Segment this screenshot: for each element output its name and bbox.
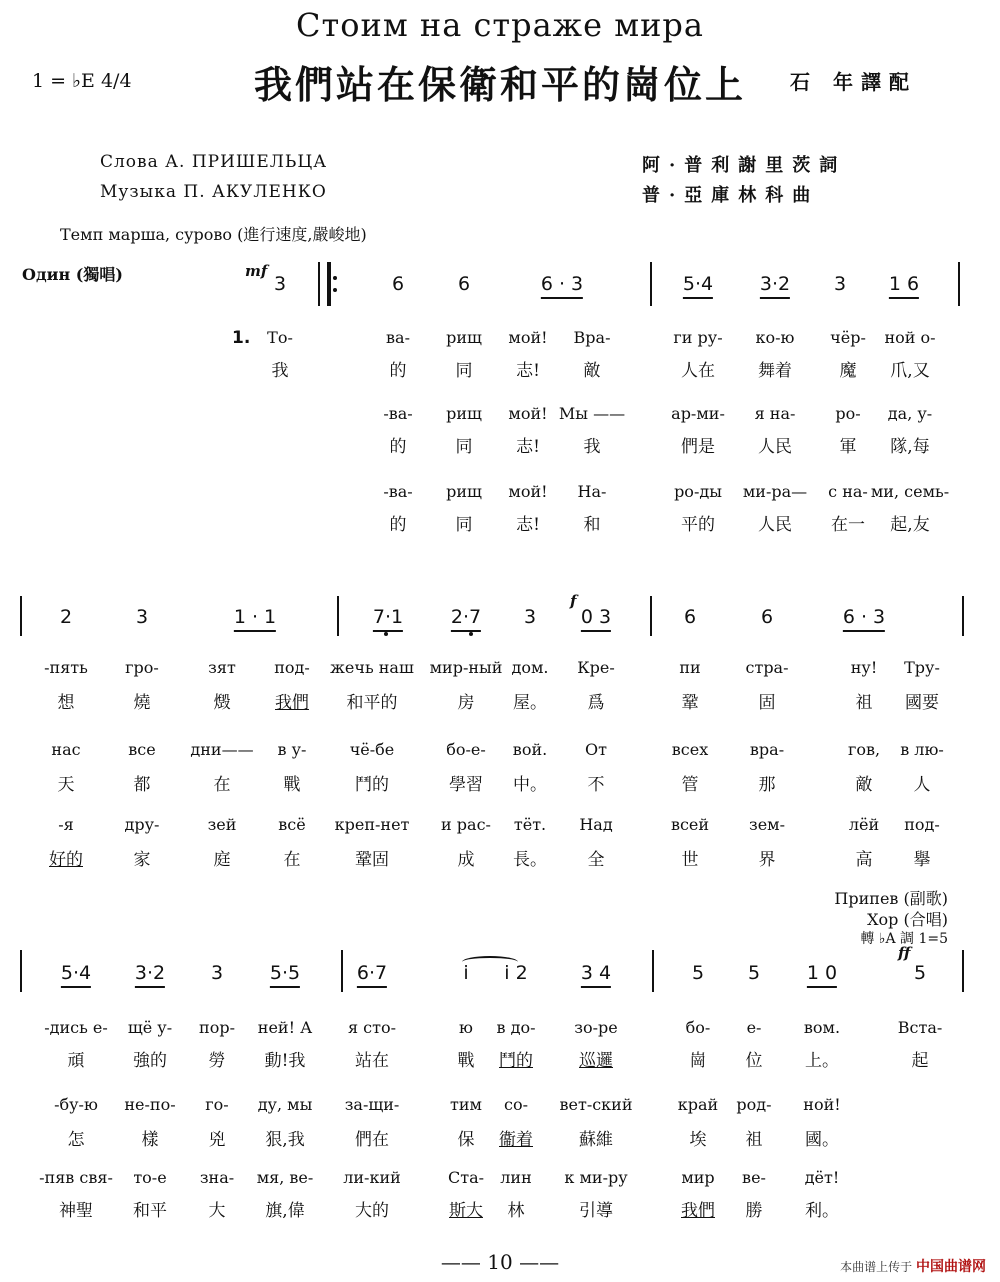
lyric-russian: и рас- xyxy=(441,815,491,834)
lyric-russian: ро-ды xyxy=(674,482,722,501)
lyric-chinese: 隊,每 xyxy=(890,437,930,457)
note: 2 xyxy=(59,606,73,628)
lyric-russian: с на- xyxy=(828,482,868,501)
lyric-chinese: 想 xyxy=(57,693,75,713)
lyric-russian: дни—— xyxy=(190,740,254,759)
dynamic-ff: ff xyxy=(898,944,911,962)
lyric-russian: ги ру- xyxy=(673,328,723,347)
note: 5 xyxy=(913,962,927,984)
lyric-russian: пор- xyxy=(199,1018,235,1037)
lyric-russian: вет-ский xyxy=(559,1095,633,1114)
note: 3 xyxy=(523,606,537,628)
note: 2·7 xyxy=(450,606,482,628)
note: 3 4 xyxy=(580,962,612,984)
composer-chinese: 普·亞庫林科曲 xyxy=(642,185,820,206)
barline xyxy=(962,950,964,992)
lyric-russian: Тру- xyxy=(904,658,940,677)
lyric-chinese: 志! xyxy=(516,361,540,381)
note: 5 xyxy=(691,962,705,984)
lyric-russian: креп-нет xyxy=(334,815,410,834)
note: 1 · 1 xyxy=(233,606,277,628)
lyric-russian: зят xyxy=(208,658,236,677)
lyric-chinese: 庭 xyxy=(213,850,231,870)
lyric-russian: рищ xyxy=(446,482,482,501)
lyric-russian: все xyxy=(128,740,156,759)
lyric-chinese: 那 xyxy=(758,775,776,795)
lyric-chinese: 世 xyxy=(681,850,699,870)
note: 6 xyxy=(457,273,471,295)
lyric-chinese: 樣 xyxy=(141,1130,159,1150)
lyric-russian: е- xyxy=(746,1018,762,1037)
barline xyxy=(341,950,343,992)
lyric-chinese: 祖 xyxy=(745,1130,763,1150)
lyric-chinese: 勞 xyxy=(208,1051,226,1071)
lyric-russian: ной о- xyxy=(884,328,936,347)
lyric-chinese: 動!我 xyxy=(264,1051,306,1071)
lyric-chinese: 的 xyxy=(389,515,407,535)
lyric-chinese: 在一 xyxy=(831,515,865,535)
lyric-chinese: 固 xyxy=(758,693,776,713)
note: 6 xyxy=(391,273,405,295)
lyric-russian: я сто- xyxy=(347,1018,397,1037)
barline xyxy=(650,262,652,306)
lyric-chinese: 國。 xyxy=(805,1130,839,1150)
lower-octave-dot xyxy=(469,632,473,636)
lyric-russian: Ста- xyxy=(447,1168,485,1187)
lyric-chinese: 衞着 xyxy=(499,1130,533,1150)
lyric-russian: я на- xyxy=(754,404,796,423)
lyric-chinese: 人民 xyxy=(758,515,792,535)
lyric-russian: Над xyxy=(579,815,613,834)
lyric-chinese: 利。 xyxy=(805,1201,839,1221)
lyric-russian: гов, xyxy=(847,740,881,759)
lyric-chinese: 同 xyxy=(455,515,473,535)
lyric-chinese: 中。 xyxy=(513,775,547,795)
lyric-russian: всё xyxy=(278,815,306,834)
note: 3·2 xyxy=(134,962,166,984)
lyric-russian: край xyxy=(677,1095,719,1114)
lyric-chinese: 上。 xyxy=(805,1051,839,1071)
lyric-russian: зо-ре xyxy=(574,1018,618,1037)
lyric-russian: ю xyxy=(459,1018,473,1037)
note: 5 xyxy=(747,962,761,984)
barline xyxy=(20,596,22,636)
lyric-russian: да, у- xyxy=(887,404,933,423)
lyric-chinese: 我們 xyxy=(275,693,309,713)
lyric-chinese: 怎 xyxy=(67,1130,85,1150)
lyric-chinese: 站在 xyxy=(355,1051,389,1071)
lyric-russian: род- xyxy=(736,1095,772,1114)
lyric-chinese: 的 xyxy=(389,361,407,381)
lower-octave-dot xyxy=(384,632,388,636)
lyric-russian: к ми-ру xyxy=(564,1168,628,1187)
lyric-russian: ро- xyxy=(835,404,861,423)
lyric-russian: -пяв свя- xyxy=(39,1168,113,1187)
lyric-chinese: 鞏固 xyxy=(355,850,389,870)
lyric-russian: -ва- xyxy=(383,482,413,501)
lyric-chinese: 埃 xyxy=(689,1130,707,1150)
lyric-chinese: 和 xyxy=(583,515,601,535)
lyric-chinese: 旗,偉 xyxy=(265,1201,305,1221)
lyric-chinese: 好的 xyxy=(49,850,83,870)
title-russian: Стоим на страже мира xyxy=(296,6,704,44)
solo-label: Один (獨唱) xyxy=(22,265,123,284)
lyric-chinese: 學習 xyxy=(449,775,483,795)
lyric-chinese: 戰 xyxy=(283,775,301,795)
lyric-chinese: 大 xyxy=(208,1201,226,1221)
dynamic-f: f xyxy=(570,592,577,610)
lyric-russian: -бу-ю xyxy=(54,1095,98,1114)
lyricist-russian: Слова А. ПРИШЕЛЬЦА xyxy=(100,152,328,172)
lyric-chinese: 我 xyxy=(271,361,289,381)
lyric-chinese: 燬 xyxy=(213,693,231,713)
lyric-chinese: 志! xyxy=(516,515,540,535)
lyric-chinese: 巡邏 xyxy=(579,1051,613,1071)
lyric-russian: мой! xyxy=(508,482,548,501)
lyric-chinese: 平的 xyxy=(681,515,715,535)
lyric-russian: ве- xyxy=(742,1168,766,1187)
lyric-russian: лин xyxy=(500,1168,532,1187)
note: i 2 xyxy=(504,962,528,984)
lyric-chinese: 和平 xyxy=(133,1201,167,1221)
lyric-russian: ва- xyxy=(386,328,410,347)
lyric-russian: всех xyxy=(671,740,709,759)
lyric-chinese: 我們 xyxy=(681,1201,715,1221)
lyric-russian: в лю- xyxy=(900,740,944,759)
lyric-russian: рищ xyxy=(446,328,482,347)
lyric-russian: за-щи- xyxy=(344,1095,400,1114)
page-number: —— 10 —— xyxy=(440,1250,560,1274)
lyric-russian: зна- xyxy=(199,1168,235,1187)
composer-russian: Музыка П. АКУЛЕНКО xyxy=(100,182,327,202)
lyric-chinese: 在 xyxy=(213,775,231,795)
lyric-russian: го- xyxy=(205,1095,229,1114)
lyric-russian: всей xyxy=(670,815,710,834)
lyric-chinese: 敵 xyxy=(583,361,601,381)
lyric-russian: то-е xyxy=(133,1168,167,1187)
lyric-chinese: 保 xyxy=(457,1130,475,1150)
lyric-russian: со- xyxy=(504,1095,528,1114)
lyric-chinese: 強的 xyxy=(133,1051,167,1071)
repeat-start-barline xyxy=(318,262,331,306)
dynamic-mf: mf xyxy=(245,262,268,280)
lyric-russian: мир-ный xyxy=(429,658,503,677)
lyric-russian: зей xyxy=(207,815,237,834)
lyric-chinese: 國要 xyxy=(905,693,939,713)
lyric-chinese: 戰 xyxy=(457,1051,475,1071)
lyric-chinese: 頑 xyxy=(67,1051,85,1071)
lyric-russian: пи xyxy=(679,658,701,677)
lyric-chinese: 們是 xyxy=(681,437,715,457)
lyric-chinese: 崗 xyxy=(689,1051,707,1071)
note: 1 0 xyxy=(806,962,838,984)
lyric-chinese: 爪,又 xyxy=(890,361,930,381)
lyric-chinese: 大的 xyxy=(355,1201,389,1221)
repeat-dot xyxy=(333,276,337,280)
note: 3·2 xyxy=(759,273,791,295)
lyric-chinese: 和平的 xyxy=(346,693,398,713)
lyric-chinese: 高 xyxy=(855,850,873,870)
note: 3 xyxy=(273,273,287,295)
barline xyxy=(962,596,964,636)
lyric-russian: чё-бе xyxy=(349,740,395,759)
lyric-russian: Мы —— xyxy=(558,404,626,423)
barline xyxy=(958,262,960,306)
lyric-russian: вом. xyxy=(803,1018,841,1037)
lyric-chinese: 家 xyxy=(133,850,151,870)
lyric-chinese: 引導 xyxy=(579,1201,613,1221)
lyric-chinese: 軍 xyxy=(839,437,857,457)
lyric-chinese: 長。 xyxy=(513,850,547,870)
lyric-russian: мой! xyxy=(508,328,548,347)
lyric-chinese: 我 xyxy=(583,437,601,457)
lyric-russian: ду, мы xyxy=(257,1095,313,1114)
watermark xyxy=(840,1256,986,1276)
lyric-chinese: 兇 xyxy=(208,1130,226,1150)
lyric-chinese: 敵 xyxy=(855,775,873,795)
lyric-chinese: 同 xyxy=(455,361,473,381)
title-chinese: 我們站在保衛和平的崗位上 xyxy=(253,62,746,107)
lyric-chinese: 狠,我 xyxy=(265,1130,305,1150)
lyric-chinese: 蘇維 xyxy=(579,1130,613,1150)
note: 6·7 xyxy=(356,962,388,984)
watermark-text: 本曲谱上传于 xyxy=(840,1260,913,1274)
lyric-russian: Кре- xyxy=(577,658,615,677)
lyric-chinese: 屋。 xyxy=(513,693,547,713)
note: 3 xyxy=(135,606,149,628)
note: 6 xyxy=(683,606,697,628)
lyric-russian: мир xyxy=(681,1168,715,1187)
lyric-russian: нас xyxy=(51,740,81,759)
lyric-russian: -ва- xyxy=(383,404,413,423)
lyric-russian: тим xyxy=(450,1095,482,1114)
lyric-chinese: 的 xyxy=(389,437,407,457)
note: 3 xyxy=(833,273,847,295)
barline xyxy=(650,596,652,636)
note: 6 · 3 xyxy=(540,273,584,295)
lyric-russian: рищ xyxy=(446,404,482,423)
lyric-chinese: 鬥的 xyxy=(499,1051,533,1071)
lyric-chinese: 位 xyxy=(745,1051,763,1071)
watermark-brand: 中国曲谱网 xyxy=(916,1259,986,1275)
note: 6 xyxy=(760,606,774,628)
lyric-russian: чёр- xyxy=(830,328,866,347)
lyric-russian: лёй xyxy=(848,815,880,834)
note: 6 · 3 xyxy=(842,606,886,628)
lyric-chinese: 林 xyxy=(507,1201,525,1221)
key-change-label: 轉 ♭A 調 1=5 xyxy=(860,931,948,947)
lyric-chinese: 燒 xyxy=(133,693,151,713)
lyric-russian: мой! xyxy=(508,404,548,423)
lyric-russian: дом. xyxy=(511,658,549,677)
lyric-chinese: 人在 xyxy=(681,361,715,381)
barline xyxy=(337,596,339,636)
lyric-russian: в у- xyxy=(277,740,307,759)
lyric-chinese: 志! xyxy=(516,437,540,457)
chorus-label: Припев (副歌) xyxy=(834,889,948,908)
lyric-chinese: 鞏 xyxy=(681,693,699,713)
lyric-chinese: 都 xyxy=(133,775,151,795)
lyric-chinese: 界 xyxy=(758,850,776,870)
lyric-russian: Вра- xyxy=(573,328,611,347)
translator-credit: 石 年譯配 xyxy=(790,70,917,94)
repeat-dot xyxy=(333,288,337,292)
lyric-russian: От xyxy=(585,740,607,759)
note: 3 xyxy=(210,962,224,984)
lyric-chinese: 祖 xyxy=(855,693,873,713)
lyric-russian: ми-ра— xyxy=(742,482,808,501)
lyric-chinese: 成 xyxy=(457,850,475,870)
lyric-russian: гро- xyxy=(125,658,159,677)
lyric-russian: тёт. xyxy=(513,815,547,834)
lyric-russian: вра- xyxy=(749,740,785,759)
key-signature: 1 = ♭E 4/4 xyxy=(32,70,132,92)
barline xyxy=(20,950,22,992)
lyric-chinese: 同 xyxy=(455,437,473,457)
lyric-russian: ар-ми- xyxy=(671,404,725,423)
lyric-russian: мя, ве- xyxy=(256,1168,314,1187)
lyric-russian: Вста- xyxy=(897,1018,943,1037)
lyric-chinese: 房 xyxy=(457,693,475,713)
tempo-marking: Темп марша, сурово (進行速度,嚴峻地) xyxy=(60,225,367,244)
lyric-chinese: 爲 xyxy=(587,693,605,713)
lyric-russian: дёт! xyxy=(804,1168,840,1187)
note: 5·5 xyxy=(269,962,301,984)
lyric-chinese: 人 xyxy=(913,775,931,795)
lyric-russian: под- xyxy=(274,658,310,677)
verse-number: 1. xyxy=(232,328,251,348)
lyric-russian: На- xyxy=(577,482,607,501)
lyric-chinese: 斯大 xyxy=(449,1201,483,1221)
lyric-russian: дру- xyxy=(124,815,160,834)
lyric-chinese: 管 xyxy=(681,775,699,795)
lyric-chinese: 起 xyxy=(911,1051,929,1071)
note: 0 3 xyxy=(580,606,612,628)
lyric-chinese: 鬥的 xyxy=(355,775,389,795)
lyric-chinese: 天 xyxy=(57,775,75,795)
barline xyxy=(652,950,654,992)
lyric-chinese: 在 xyxy=(283,850,301,870)
lyric-chinese: 魔 xyxy=(839,361,857,381)
lyric-russian: ней! А xyxy=(257,1018,313,1037)
lyric-russian: ну! xyxy=(850,658,878,677)
lyric-russian: щё у- xyxy=(127,1018,173,1037)
lyric-russian: жечь наш xyxy=(330,658,414,677)
lyric-russian: бо- xyxy=(685,1018,711,1037)
lyric-chinese: 們在 xyxy=(355,1130,389,1150)
lyric-russian: ли-кий xyxy=(343,1168,401,1187)
note: 1 6 xyxy=(888,273,920,295)
lyric-chinese: 全 xyxy=(587,850,605,870)
lyric-chinese: 勝 xyxy=(745,1201,763,1221)
note: i xyxy=(463,962,469,984)
note: 5·4 xyxy=(682,273,714,295)
lyric-russian: под- xyxy=(904,815,940,834)
lyric-russian: не-по- xyxy=(124,1095,176,1114)
lyric-russian: -дись е- xyxy=(44,1018,108,1037)
lyric-chinese: 不 xyxy=(587,775,605,795)
note: 5·4 xyxy=(60,962,92,984)
lyric-russian: ной! xyxy=(803,1095,841,1114)
lyric-russian: ко-ю xyxy=(755,328,795,347)
lyric-chinese: 擧 xyxy=(913,850,931,870)
lyric-chinese: 神聖 xyxy=(59,1201,93,1221)
lyric-russian: То- xyxy=(267,328,293,347)
note: 7·1 xyxy=(372,606,404,628)
lyric-russian: в до- xyxy=(496,1018,536,1037)
lyric-chinese: 起,友 xyxy=(890,515,930,535)
lyric-russian: ми, семь- xyxy=(870,482,950,501)
choir-label: Хор (合唱) xyxy=(867,910,948,929)
lyric-russian: вой. xyxy=(512,740,548,759)
lyric-russian: бо-е- xyxy=(446,740,486,759)
lyric-chinese: 舞着 xyxy=(758,361,792,381)
lyric-russian: зем- xyxy=(748,815,786,834)
lyric-russian: -пять xyxy=(44,658,88,677)
lyricist-chinese: 阿·普利謝里茨詞 xyxy=(642,155,847,176)
lyric-russian: стра- xyxy=(745,658,789,677)
lyric-russian: -я xyxy=(58,815,74,834)
lyric-chinese: 人民 xyxy=(758,437,792,457)
